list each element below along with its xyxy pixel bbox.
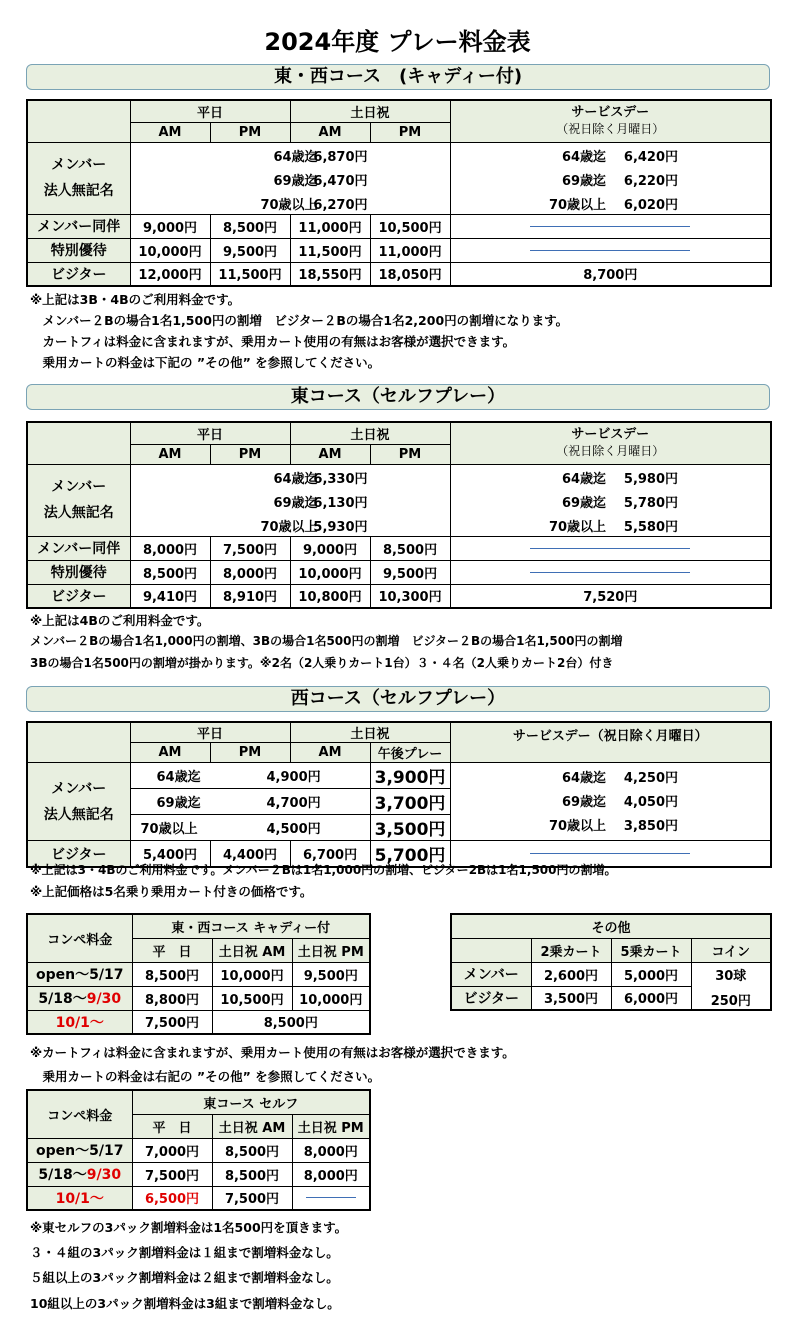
compe-course-header: 東・西コース キャディー付 [132, 914, 370, 938]
price-cell: 9,000円 [290, 536, 370, 560]
age-price: 4,900円 [266, 770, 321, 785]
price-cell: 12,000円 [130, 262, 210, 286]
age-label: 64歳迄 [273, 471, 318, 487]
other-title: その他 [451, 914, 771, 938]
note-line: ３・４組の3パック割増料金は１組まで割増料金なし。 [30, 1245, 339, 1260]
period-end: 9/30 [86, 1167, 122, 1183]
note-line: ※上記は3・4Bのご利用料金です。メンバー２Bは1名1,000円の割増、ビジター2Bは1名1,500円の割増。 [30, 863, 617, 877]
header-holiday: 土日祝 [290, 100, 450, 122]
price-cell: 8,500円 [210, 214, 290, 238]
row-label-member-companion: メンバー同伴 [27, 536, 130, 560]
price-cell: 8,000円 [292, 1138, 370, 1162]
row-label-member [27, 142, 130, 214]
header-pm: PM [370, 122, 450, 142]
age-price: 6,470円 [313, 173, 368, 189]
price-cell: 11,000円 [370, 238, 450, 262]
compe-col-header: 平 日 [132, 938, 212, 962]
price-cell: 8,500円 [212, 1010, 370, 1034]
age-label: 70歳以上 [260, 519, 318, 535]
row-label-member: メンバー [451, 962, 531, 986]
price-cell: 7,000円 [132, 1138, 212, 1162]
age-label: 64歳迄 [156, 770, 201, 785]
age-label: 64歳迄 [561, 771, 607, 786]
age-label: 70歳以上 [548, 819, 607, 834]
price-cell: 3,500円 [531, 986, 611, 1010]
age-label: 70歳以上 [140, 822, 198, 837]
corner-cell [27, 422, 130, 464]
compe-corner: コンペ料金 [27, 914, 132, 962]
row-label-special: 特別優待 [27, 238, 130, 262]
age-price: 4,050円 [623, 795, 679, 810]
compe-col-header: 平 日 [132, 1114, 212, 1138]
coin-price: 250円 [691, 986, 771, 1010]
other-fees-table [450, 913, 772, 1011]
age-price: 6,330円 [313, 471, 368, 487]
compe-col-header: 土日祝 AM [212, 938, 292, 962]
member-age-price-row [130, 763, 370, 789]
compe-course-header: 東コース セルフ [132, 1090, 370, 1114]
age-price: 3,850円 [623, 819, 679, 834]
compe-col-header: 土日祝 AM [212, 1114, 292, 1138]
compe-col-header: 土日祝 PM [292, 938, 370, 962]
corner-cell [451, 938, 531, 962]
row-label-visitor: ビジター [451, 986, 531, 1010]
service-day-label: サービスデー [571, 427, 650, 443]
compe-col-header: 土日祝 PM [292, 1114, 370, 1138]
price-table-east-west-caddie [26, 99, 772, 287]
price-cell: 7,500円 [212, 1186, 292, 1210]
note-line: ※上記価格は5名乗り乗用カート付きの価格です。 [30, 884, 313, 899]
header-afternoon-play: 午後プレー [370, 743, 450, 763]
price-cell: 10,500円 [212, 986, 292, 1010]
note-line: メンバー２Bの場合1名1,500円の割増 ビジター２Bの場合1名2,200円の割増になります。 [30, 313, 569, 328]
price-cell: 5,000円 [611, 962, 691, 986]
price-cell: 8,500円 [132, 962, 212, 986]
coin-count: 30球 [691, 962, 771, 986]
age-price: 4,700円 [266, 796, 321, 811]
price-cell: 8,000円 [292, 1162, 370, 1186]
note-line: 乗用カートの料金は右記の ”その他” を参照してください。 [30, 1069, 381, 1084]
note-line: カートフィは料金に含まれますが、乗用カート使用の有無はお客様が選択できます。 [30, 334, 516, 349]
age-price: 5,980円 [623, 471, 679, 487]
age-label: 64歳迄 [273, 149, 318, 165]
price-cell: 9,500円 [210, 238, 290, 262]
price-cell: 8,910円 [210, 584, 290, 608]
age-price: 4,500円 [266, 822, 321, 837]
header-pm: PM [210, 122, 290, 142]
age-label: 69歳迄 [561, 173, 607, 189]
price-cell: 8,500円 [370, 536, 450, 560]
service-day-sub: （祝日除く月曜日） [556, 122, 665, 137]
period-label: 10/1～ [27, 1186, 132, 1210]
period-end: 9/30 [86, 991, 122, 1007]
corporate-label: 法人無記名 [43, 505, 114, 521]
note-line: ※上記は4Bのご利用料金です。 [30, 613, 210, 628]
price-cell: 8,000円 [210, 560, 290, 584]
afternoon-play-price: 3,500円 [370, 815, 450, 841]
header-holiday: 土日祝 [290, 722, 450, 743]
header-weekday: 平日 [130, 422, 290, 444]
header-am: AM [290, 743, 370, 763]
period-label: open～5/17 [27, 1138, 132, 1162]
header-pm: PM [210, 743, 290, 763]
afternoon-play-price: 3,900円 [370, 763, 450, 789]
price-cell: 10,800円 [290, 584, 370, 608]
price-cell: 10,000円 [130, 238, 210, 262]
age-label: 64歳迄 [561, 471, 607, 487]
period-start: 5/18～ [38, 991, 87, 1007]
header-am: AM [290, 444, 370, 464]
price-cell: 8,800円 [132, 986, 212, 1010]
service-age-prices [450, 763, 771, 841]
corner-cell [27, 722, 130, 763]
price-cell: 9,000円 [130, 214, 210, 238]
age-price: 4,250円 [623, 771, 679, 786]
price-cell: 10,000円 [292, 986, 370, 1010]
header-pm: PM [210, 444, 290, 464]
note-line: ※東セルフの3パック割増料金は1名500円を頂きます。 [30, 1220, 348, 1235]
age-label: 70歳以上 [548, 519, 607, 535]
age-label: 70歳以上 [548, 197, 607, 213]
member-age-prices [130, 142, 450, 214]
service-day-sub: （祝日除く月曜日） [556, 444, 665, 459]
price-cell: 6,000円 [611, 986, 691, 1010]
service-day-label: サービスデー [571, 105, 650, 121]
other-col-header: 2乗カート [531, 938, 611, 962]
not-applicable-dash [450, 214, 771, 238]
corner-cell [27, 100, 130, 142]
price-cell: 9,500円 [292, 962, 370, 986]
header-weekday: 平日 [130, 100, 290, 122]
price-cell: 6,700円 [290, 841, 370, 868]
compe-corner: コンペ料金 [27, 1090, 132, 1138]
price-cell: 8,500円 [212, 1162, 292, 1186]
afternoon-play-price: 5,700円 [370, 841, 450, 868]
age-price: 6,020円 [623, 197, 679, 213]
age-label: 64歳迄 [561, 149, 607, 165]
row-label-visitor: ビジター [27, 841, 130, 868]
age-price: 5,930円 [313, 519, 368, 535]
price-cell: 2,600円 [531, 962, 611, 986]
section-banner-west-self: 西コース（セルフプレー） [26, 686, 770, 712]
age-label: 69歳迄 [273, 495, 318, 511]
price-cell: 8,000円 [130, 536, 210, 560]
row-label-member [27, 464, 130, 536]
service-price: 8,700円 [450, 262, 771, 286]
age-price: 6,220円 [623, 173, 679, 189]
price-cell: 10,000円 [290, 560, 370, 584]
price-cell: 10,300円 [370, 584, 450, 608]
header-am: AM [130, 743, 210, 763]
period-label: 10/1～ [27, 1010, 132, 1034]
price-cell: 18,050円 [370, 262, 450, 286]
price-table-west-self [26, 721, 772, 868]
age-price: 6,870円 [313, 149, 368, 165]
member-age-prices [130, 464, 450, 536]
age-label: 69歳迄 [273, 173, 318, 189]
note-line: メンバー２Bの場合1名1,000円の割増、3Bの場合1名500円の割増 ビジター２Bの場合1名1,500円の割増 [30, 634, 623, 648]
header-service-day: サービスデー（祝日除く月曜日） [450, 722, 771, 763]
note-line: 10組以上の3パック割増料金は3組まで割増料金なし。 [30, 1296, 340, 1311]
service-age-prices [450, 142, 771, 214]
afternoon-play-price: 3,700円 [370, 789, 450, 815]
age-price: 6,420円 [623, 149, 679, 165]
price-table-east-self [26, 421, 772, 609]
age-price: 5,780円 [623, 495, 679, 511]
price-cell: 4,400円 [210, 841, 290, 868]
compe-table-east-self [26, 1089, 371, 1211]
member-age-price-row [130, 815, 370, 841]
price-cell: 11,500円 [210, 262, 290, 286]
section-banner-east-self: 東コース（セルフプレー） [26, 384, 770, 410]
header-holiday: 土日祝 [290, 422, 450, 444]
price-cell: 10,000円 [212, 962, 292, 986]
corporate-label: 法人無記名 [43, 806, 114, 823]
price-cell: 11,500円 [290, 238, 370, 262]
price-cell: 8,500円 [130, 560, 210, 584]
row-label-member [27, 763, 130, 841]
header-am: AM [130, 444, 210, 464]
price-cell: 5,400円 [130, 841, 210, 868]
header-am: AM [290, 122, 370, 142]
age-label: 69歳迄 [561, 495, 607, 511]
price-cell: 7,500円 [210, 536, 290, 560]
compe-table-east-west-caddie [26, 913, 371, 1035]
age-price: 6,270円 [313, 197, 368, 213]
corporate-label: 法人無記名 [43, 183, 114, 199]
period-label [27, 986, 132, 1010]
note-line: 乗用カートの料金は下記の ”その他” を参照してください。 [30, 355, 381, 370]
member-label: メンバー [51, 780, 107, 797]
period-label: open～5/17 [27, 962, 132, 986]
not-applicable-dash [450, 560, 771, 584]
section-banner-east-west-caddie: 東・西コース (キャディー付) [26, 64, 770, 90]
header-weekday: 平日 [130, 722, 290, 743]
age-price: 6,130円 [313, 495, 368, 511]
price-cell: 7,500円 [132, 1010, 212, 1034]
service-price: 7,520円 [450, 584, 771, 608]
age-price: 5,580円 [623, 519, 679, 535]
member-age-price-row [130, 789, 370, 815]
price-cell: 18,550円 [290, 262, 370, 286]
price-cell: 8,500円 [212, 1138, 292, 1162]
price-cell: 7,500円 [132, 1162, 212, 1186]
header-pm: PM [370, 444, 450, 464]
note-line: ※上記は3B・4Bのご利用料金です。 [30, 292, 241, 307]
service-age-prices [450, 464, 771, 536]
price-cell: 6,500円 [132, 1186, 212, 1210]
header-service-day [450, 100, 771, 142]
row-label-visitor: ビジター [27, 584, 130, 608]
header-service-day [450, 422, 771, 464]
price-cell: 10,500円 [370, 214, 450, 238]
note-line: ※カートフィは料金に含まれますが、乗用カート使用の有無はお客様が選択できます。 [30, 1045, 515, 1060]
age-label: 70歳以上 [260, 197, 318, 213]
member-label: メンバー [51, 479, 107, 495]
note-line: ５組以上の3パック割増料金は２組まで割増料金なし。 [30, 1270, 339, 1285]
age-label: 69歳迄 [561, 795, 607, 810]
row-label-visitor: ビジター [27, 262, 130, 286]
period-label [27, 1162, 132, 1186]
page-title: 2024年度 プレー料金表 [264, 28, 531, 56]
other-col-header: 5乗カート [611, 938, 691, 962]
not-applicable-dash [450, 536, 771, 560]
price-cell: 9,410円 [130, 584, 210, 608]
row-label-member-companion: メンバー同伴 [27, 214, 130, 238]
other-col-header: コイン [691, 938, 771, 962]
period-start: 5/18～ [38, 1167, 87, 1183]
age-label: 69歳迄 [156, 796, 201, 811]
not-applicable-dash [450, 238, 771, 262]
price-cell: 9,500円 [370, 560, 450, 584]
not-applicable-dash [292, 1186, 370, 1210]
price-cell: 11,000円 [290, 214, 370, 238]
header-am: AM [130, 122, 210, 142]
row-label-special: 特別優待 [27, 560, 130, 584]
note-line: 3Bの場合1名500円の割増が掛かります。※2名（2人乗りカート1台）３・４名（2人乗りカート2台）付き [30, 656, 614, 670]
member-label: メンバー [51, 157, 107, 173]
